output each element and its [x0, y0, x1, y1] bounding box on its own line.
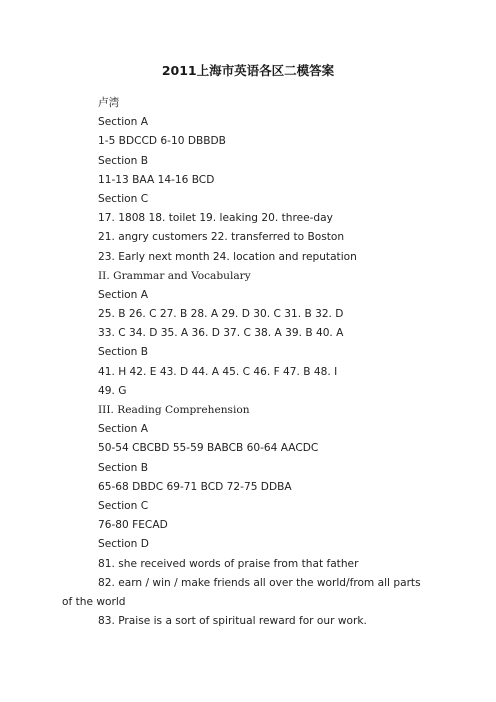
section-heading: Section B	[98, 154, 148, 167]
section-heading: Section D	[98, 538, 149, 551]
section-heading: Section B	[98, 346, 148, 359]
part-heading: III. Reading Comprehension	[98, 404, 250, 416]
answer-line: 81. she received words of praise from that father	[98, 557, 359, 570]
answer-line: 17. 1808 18. toilet 19. leaking 20. three-day	[98, 212, 333, 225]
document-title: 2011上海市英语各区二模答案	[161, 63, 335, 78]
answer-line: 76-80 FECAD	[98, 519, 168, 532]
answer-line: 50-54 CBCBD 55-59 BABCB 60-64 AACDC	[98, 442, 319, 455]
answer-line: 25. B 26. C 27. B 28. A 29. D 30. C 31. B 32. D	[98, 308, 344, 321]
answer-list	[98, 94, 458, 574]
answer-paragraph-83	[62, 612, 452, 631]
answer-line: 41. H 42. E 43. D 44. A 45. C 46. F 47. B 48. I	[98, 365, 338, 378]
answer-line: 82. earn / win / make friends all over the world/from all parts	[98, 577, 421, 589]
answer-line: 65-68 DBDC 69-71 BCD 72-75 DDBA	[98, 480, 292, 493]
answer-line: 23. Early next month 24. location and reputation	[98, 250, 357, 263]
answer-line: 83. Praise is a sort of spiritual reward for our work.	[98, 615, 367, 627]
answer-line-continuation: of the world	[62, 596, 126, 609]
answer-line: 11-13 BAA 14-16 BCD	[98, 173, 215, 186]
section-heading: Section A	[98, 288, 148, 301]
answer-paragraph-82	[62, 574, 452, 612]
district-heading: 卢湾	[98, 97, 120, 109]
answer-line: 49. G	[98, 384, 127, 397]
answer-line: 33. C 34. D 35. A 36. D 37. C 38. A 39. B 40. A	[98, 327, 344, 340]
answer-line: 21. angry customers 22. transferred to Boston	[98, 231, 345, 244]
section-heading: Section B	[98, 461, 148, 474]
part-heading: II. Grammar and Vocabulary	[98, 269, 251, 282]
answer-line: 1-5 BDCCD 6-10 DBBDB	[98, 135, 226, 148]
section-heading: Section A	[98, 116, 148, 129]
section-heading: Section C	[98, 192, 149, 205]
section-heading: Section A	[98, 423, 148, 436]
section-heading: Section C	[98, 499, 149, 512]
